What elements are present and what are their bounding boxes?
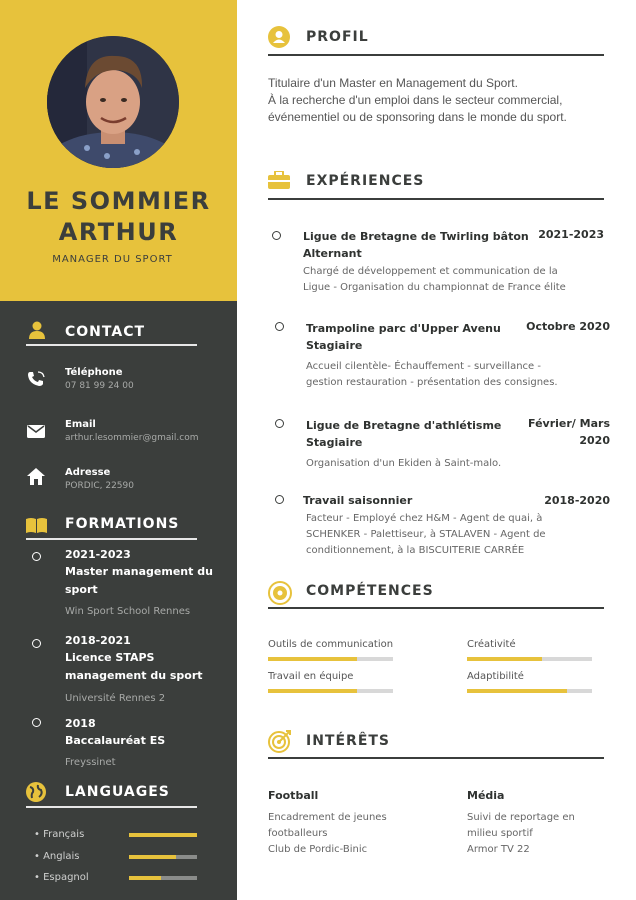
interest-title: Média xyxy=(467,789,505,802)
mail-icon xyxy=(27,423,45,442)
experience-date: Février/ Mars xyxy=(528,417,610,430)
phone-value[interactable]: 07 81 99 24 00 xyxy=(65,381,134,391)
profil-line-1: Titulaire d'un Master en Management du Sport. xyxy=(268,76,518,90)
interets-heading: INTÉRÊTS xyxy=(306,733,391,749)
formation-date: 2021-2023 xyxy=(65,548,131,561)
experience-desc-line: Accueil cilentèle- Échauffement - surveillance - xyxy=(306,361,541,372)
formation-school: Freyssinet xyxy=(65,757,116,768)
bullet-circle-icon xyxy=(32,639,41,648)
formation-title: Master management du sport xyxy=(65,565,213,596)
profil-line-3: événementiel ou de sponsoring dans le monde du sport. xyxy=(268,110,567,124)
bullet-circle-icon xyxy=(275,419,284,428)
experience-date: Octobre 2020 xyxy=(526,320,610,333)
phone-label: Téléphone xyxy=(65,367,123,378)
experience-desc-line: Chargé de développement et communication de la xyxy=(303,266,558,277)
interest-desc-line: Suivi de reportage en xyxy=(467,812,575,823)
experience-desc-line: conditionnement, à la BISCUITERIE CARRÉE xyxy=(306,545,525,556)
experience-desc-line: gestion restauration - présentation des consignes. xyxy=(306,377,558,388)
bullet-circle-icon xyxy=(272,231,281,240)
language-level-bar xyxy=(129,855,197,859)
profil-divider xyxy=(268,54,604,56)
formation-title: Baccalauréat ES xyxy=(65,734,166,747)
skill-label: Travail en équipe xyxy=(268,671,354,682)
interest-title: Football xyxy=(268,789,319,802)
experiences-divider xyxy=(268,198,604,200)
bullet-circle-icon xyxy=(275,322,284,331)
experience-role: Stagiaire xyxy=(306,436,363,449)
contact-heading: CONTACT xyxy=(65,324,146,340)
experiences-heading: EXPÉRIENCES xyxy=(306,173,425,189)
language-item: • Français xyxy=(34,829,85,840)
email-value[interactable]: arthur.lesommier@gmail.com xyxy=(65,433,199,443)
experience-date-line-2: 2020 xyxy=(579,434,610,447)
competences-heading: COMPÉTENCES xyxy=(306,583,434,599)
target-icon xyxy=(268,729,292,757)
interest-desc-line: milieu sportif xyxy=(467,828,533,839)
address-value: PORDIC, 22590 xyxy=(65,481,134,491)
formations-divider xyxy=(26,538,197,540)
skill-level-bar xyxy=(467,657,592,661)
competences-divider xyxy=(268,607,604,609)
language-level-bar xyxy=(129,876,197,880)
experience-title: Trampoline parc d'Upper Avenu xyxy=(306,322,501,335)
job-title: MANAGER DU SPORT xyxy=(52,254,173,265)
experience-date: 2018-2020 xyxy=(544,494,610,507)
experience-desc-line: SCHENKER - Palettiseur, à STALAVEN - Agent de xyxy=(306,529,546,540)
language-item: • Espagnol xyxy=(34,872,89,883)
experience-date: 2021-2023 xyxy=(538,228,604,241)
formation-title: Licence STAPS management du sport xyxy=(65,651,203,682)
experience-role: Alternant xyxy=(303,247,362,260)
formation-school: Win Sport School Rennes xyxy=(65,606,191,617)
skill-label: Créativité xyxy=(467,639,516,650)
interest-desc-line: Club de Pordic-Binic xyxy=(268,844,368,855)
address-label: Adresse xyxy=(65,467,111,478)
formation-school: Université Rennes 2 xyxy=(65,693,166,704)
profile-photo xyxy=(47,36,179,168)
email-label: Email xyxy=(65,419,96,430)
interets-divider xyxy=(268,757,604,759)
interest-desc-line: Encadrement de jeunes xyxy=(268,812,387,823)
experience-title: Ligue de Bretagne d'athlétisme xyxy=(306,419,502,432)
experience-desc-line: Ligue - Organisation du championnat de France élite xyxy=(303,282,566,293)
briefcase-icon xyxy=(268,171,290,193)
phone-icon xyxy=(27,371,45,391)
interest-desc-line: Armor TV 22 xyxy=(467,844,530,855)
bullet-circle-icon xyxy=(32,718,41,727)
profil-line-2: À la recherche d'un emploi dans le secteur commercial, xyxy=(268,93,563,107)
name-second-line: ARTHUR xyxy=(58,218,179,246)
experience-title: Ligue de Bretagne de Twirling bâton xyxy=(303,230,529,243)
skill-level-bar xyxy=(268,689,393,693)
skill-level-bar xyxy=(268,657,393,661)
interest-desc-line: footballeurs xyxy=(268,828,328,839)
experience-desc-line: Organisation d'un Ekiden à Saint-malo. xyxy=(306,458,502,469)
person-icon xyxy=(29,321,45,343)
bullet-circle-icon xyxy=(32,552,41,561)
languages-heading: LANGUAGES xyxy=(65,784,170,800)
language-level-bar xyxy=(129,833,197,837)
formation-date: 2018 xyxy=(65,717,96,730)
home-icon xyxy=(27,468,45,489)
skills-icon xyxy=(268,581,292,609)
formation-date: 2018-2021 xyxy=(65,634,131,647)
book-icon xyxy=(26,517,47,537)
formations-heading: FORMATIONS xyxy=(65,516,180,532)
contact-divider xyxy=(26,344,197,346)
profil-heading: PROFIL xyxy=(306,29,369,45)
experience-desc-line: Facteur - Employé chez H&M - Agent de quai, à xyxy=(306,513,543,524)
experience-title: Travail saisonnier xyxy=(303,494,413,507)
language-item: • Anglais xyxy=(34,851,80,862)
profile-icon xyxy=(268,26,290,52)
name-first-line: LE SOMMIER xyxy=(26,187,211,215)
languages-divider xyxy=(26,806,197,808)
skill-level-bar xyxy=(467,689,592,693)
globe-icon xyxy=(26,782,46,806)
experience-role: Stagiaire xyxy=(306,339,363,352)
skill-label: Adaptibilité xyxy=(467,671,524,682)
skill-label: Outils de communication xyxy=(268,639,394,650)
bullet-circle-icon xyxy=(275,495,284,504)
